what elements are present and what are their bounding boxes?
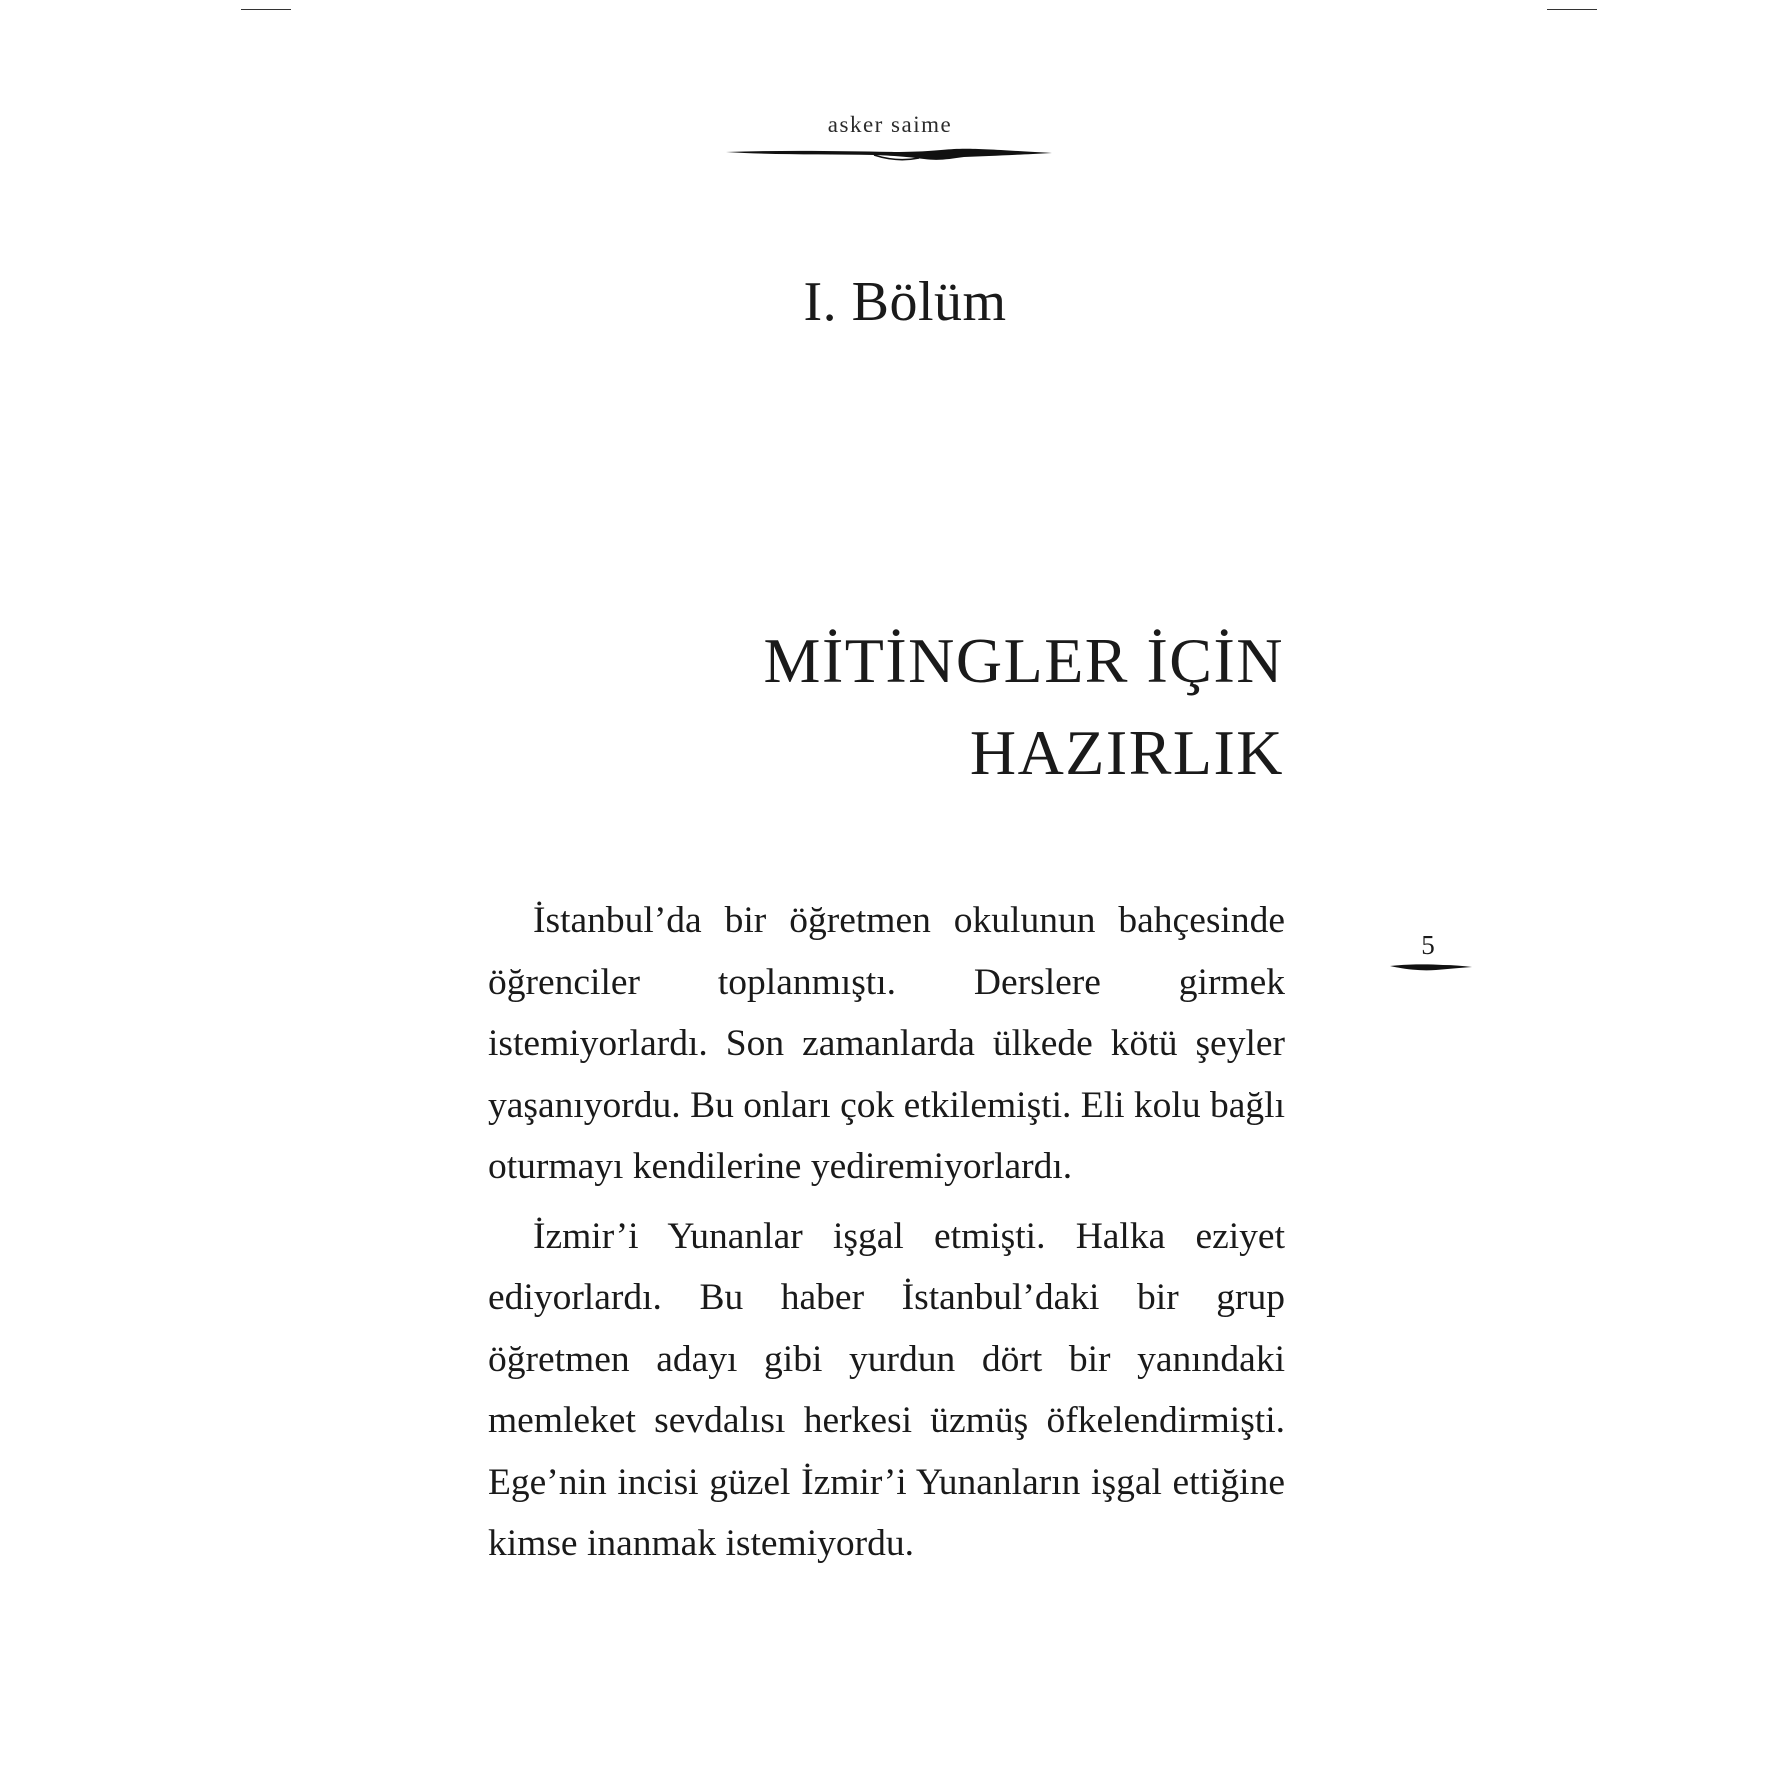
- chapter-title-line-1: MİTİNGLER İÇİN: [763, 625, 1284, 696]
- paragraph-2: İzmir’i Yunanlar işgal etmişti. Halka eziyet ediyorlardı. Bu haber İstanbul’daki bir grup öğretmen adayı gibi yurdun dört bir yanındaki memleket sevdalısı herkesi üzmüş öfkelendirmişti. Ege’nin incisi güzel İzmir’i Yunanların işgal ettiğine kimse inanmak istemiyordu.: [488, 1215, 1285, 1564]
- chapter-title-line-2: HAZIRLIK: [969, 717, 1284, 788]
- crop-mark-right: [1547, 9, 1597, 10]
- body-text: [488, 890, 1285, 1583]
- chapter-title: [764, 615, 1284, 799]
- page-number-brush-ornament: [1388, 961, 1474, 973]
- paragraph-1: İstanbul’da bir öğretmen okulunun bahçesinde öğrenciler toplanmıştı. Derslere girmek istemiyorlardı. Son zamanlarda ülkede kötü şeyler yaşanıyordu. Bu onları çok etkilemişti. Eli kolu bağlı oturmayı kendilerine yediremiyorlardı.: [488, 900, 1285, 1187]
- crop-mark-left: [241, 9, 291, 10]
- chapter-label: I. Bölüm: [803, 271, 1007, 333]
- page-number: 5: [1421, 930, 1435, 960]
- running-head: asker saime: [827, 112, 953, 137]
- brush-stroke-ornament: [724, 146, 1054, 164]
